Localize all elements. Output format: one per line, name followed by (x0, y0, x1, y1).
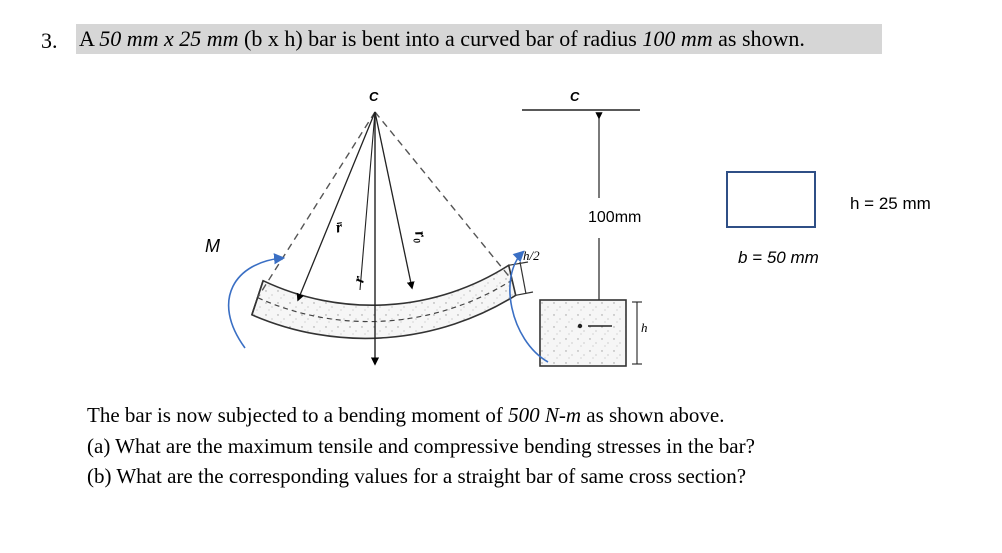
question-text-3: as shown. (712, 26, 805, 51)
body-line-1-a: The bar is now subjected to a bending moment of (87, 403, 509, 427)
body-line-1 (87, 403, 724, 428)
body-line-1-c: as shown above. (581, 403, 725, 427)
body-line-1-moment: 500 N-m (508, 403, 581, 427)
label-radius: 100mm (588, 209, 642, 226)
label-c-left: C (369, 89, 379, 104)
question-text-dimensions: 50 mm x 25 mm (99, 26, 239, 51)
label-c-right: C (570, 89, 580, 104)
label-moment: M (205, 236, 220, 256)
label-r0: r₀ (411, 229, 431, 245)
label-h-value: h = 25 mm (850, 194, 931, 213)
question-statement (76, 24, 882, 54)
dashed-radial-right (375, 112, 512, 280)
question-text-2: (b x h) bar is bent into a curved bar of radius (238, 26, 643, 51)
label-h: h (641, 320, 648, 335)
question-text-1: A (79, 26, 100, 51)
dashed-radial-left (258, 112, 375, 297)
curved-bar-figure (0, 60, 1002, 380)
label-rbar: r̄ (334, 218, 344, 237)
label-r: r (350, 274, 369, 285)
centroid-dot (578, 324, 582, 328)
radius-line-r (375, 112, 412, 288)
question-number: 3. (41, 28, 58, 53)
curved-bar-body (252, 265, 516, 338)
body-line-3: (b) What are the corresponding values for a straight bar of same cross section? (87, 464, 747, 488)
section-rectangle (727, 172, 815, 227)
cross-section-rect (540, 300, 626, 366)
radius-line-inner (360, 112, 375, 290)
radius-line-r0 (298, 112, 375, 300)
body-line-2: (a) What are the maximum tensile and compressive bending stresses in the bar? (87, 434, 755, 458)
label-h2: h/2 (523, 248, 540, 263)
label-b: b = 50 mm (738, 248, 819, 267)
question-text-radius: 100 mm (642, 26, 713, 51)
